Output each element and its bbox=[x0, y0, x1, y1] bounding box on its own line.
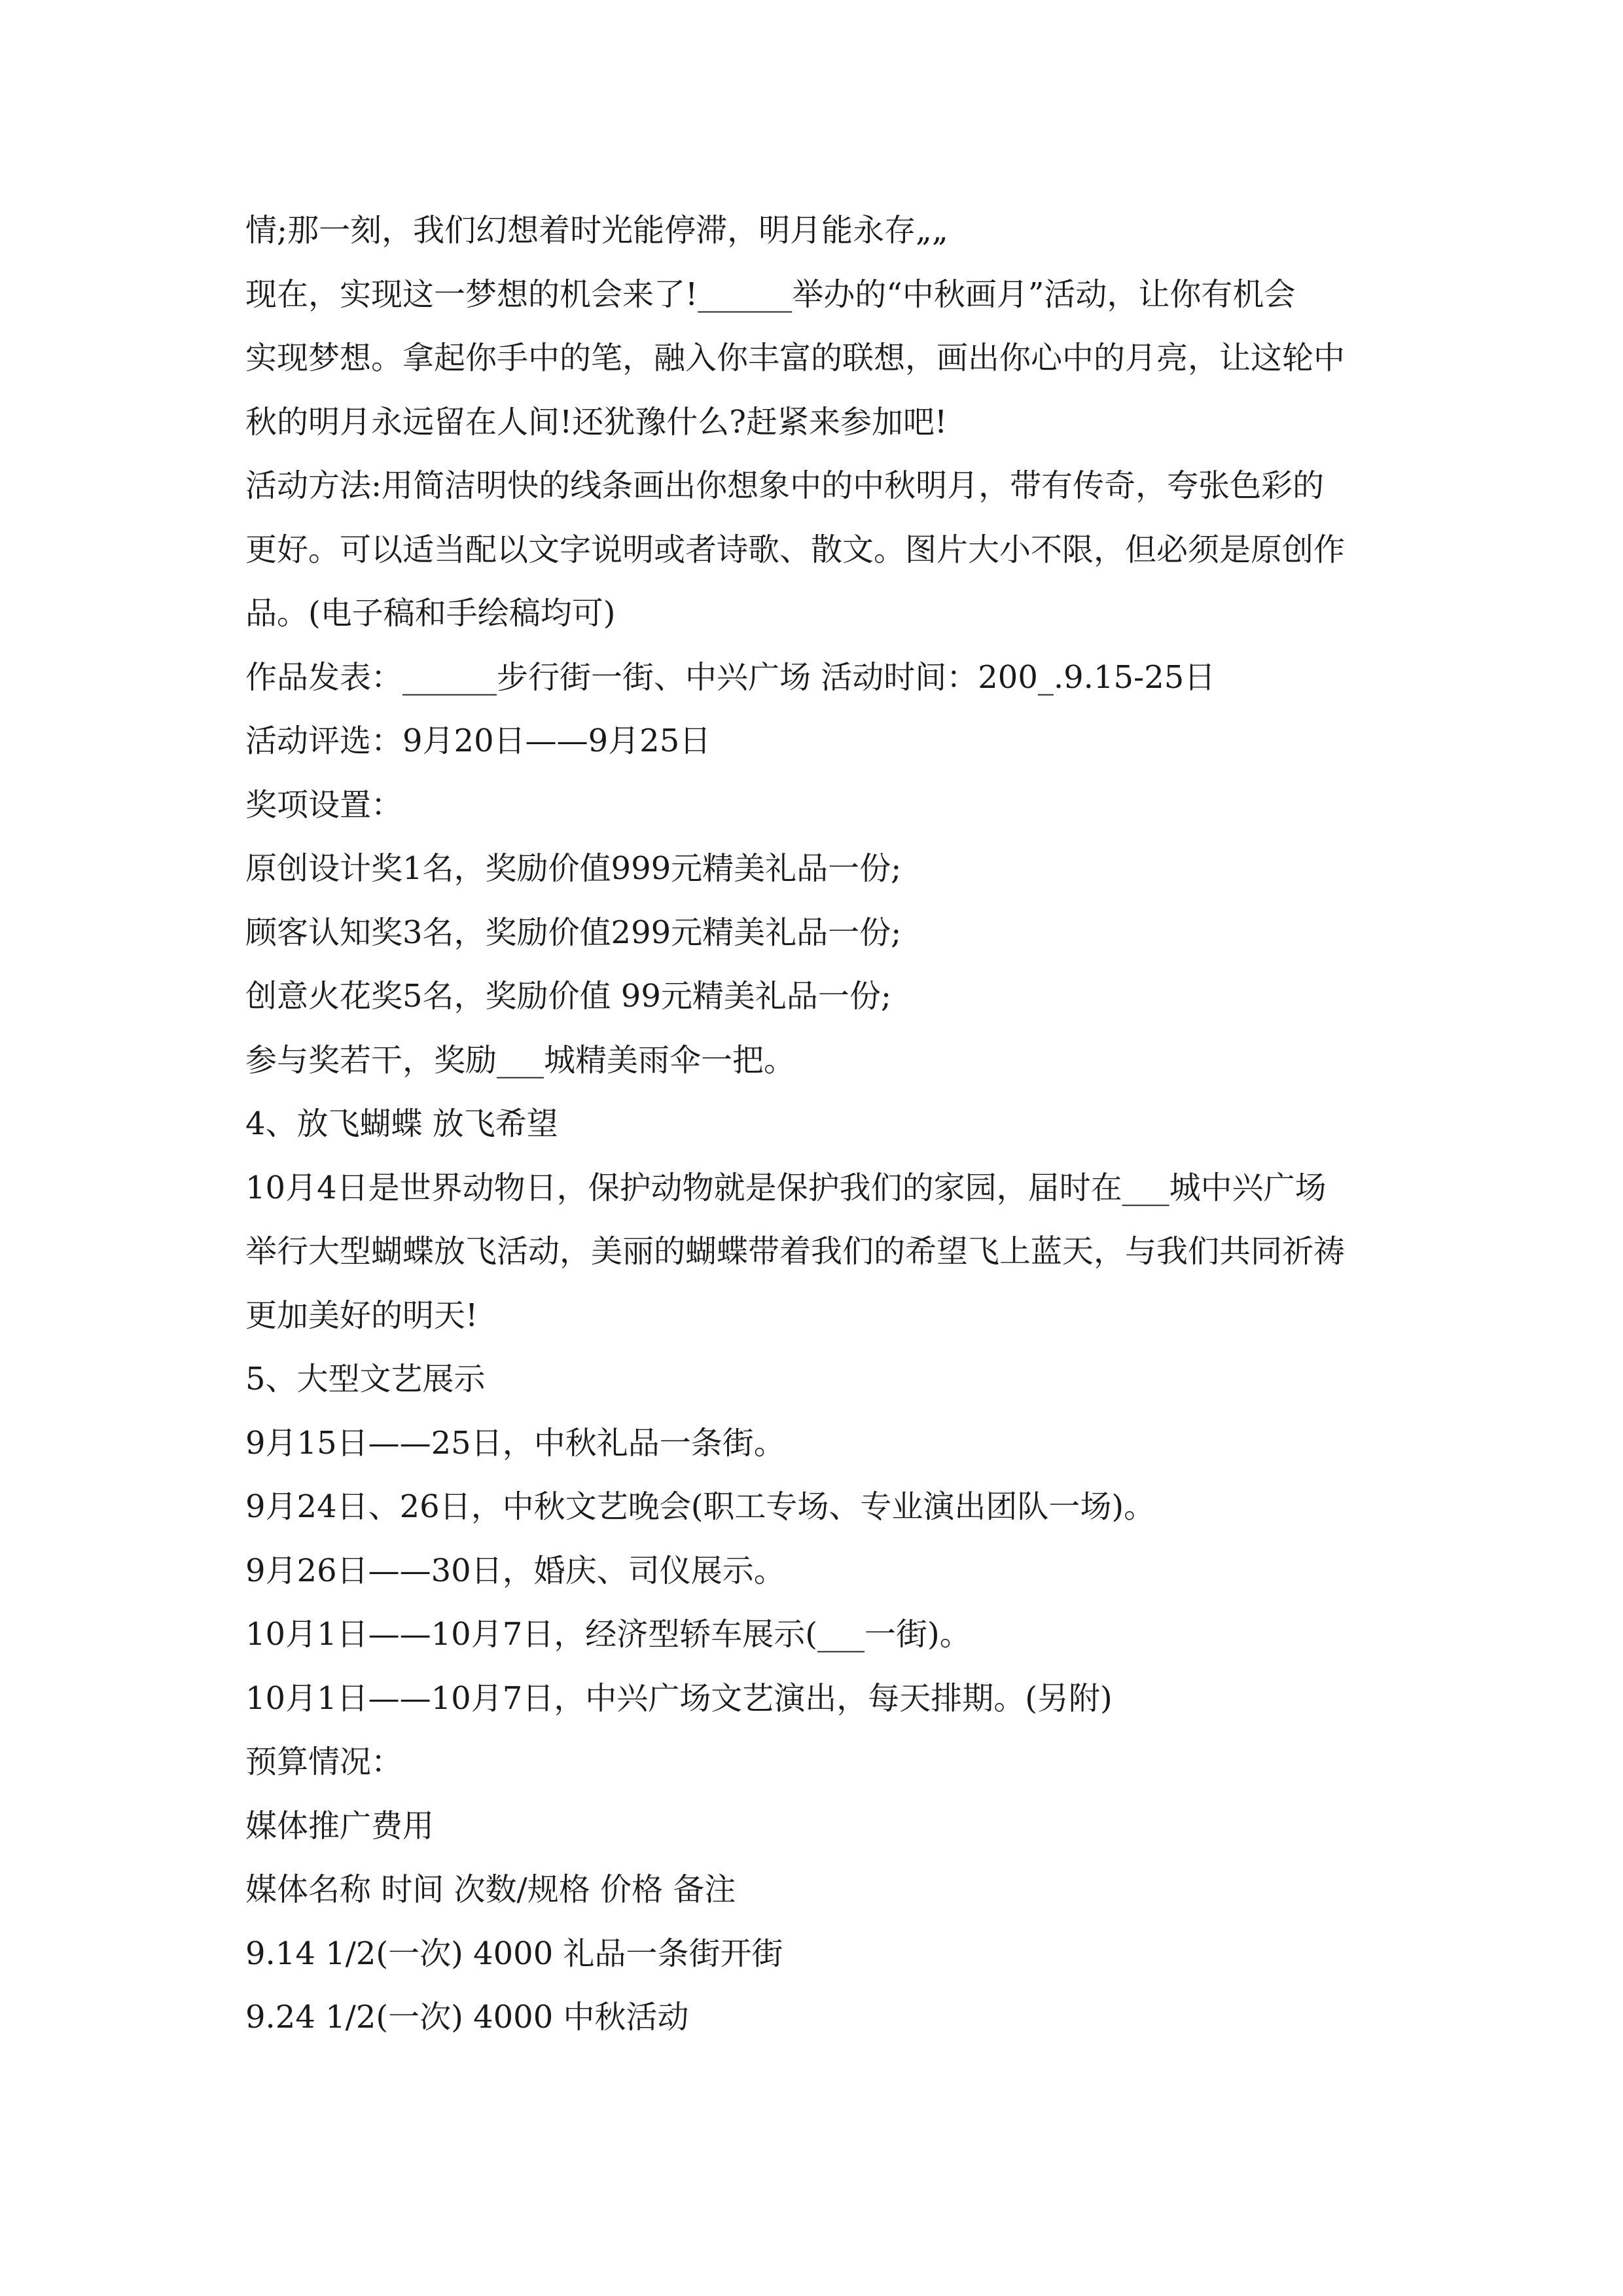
section-heading: 奖项设置： bbox=[245, 786, 403, 823]
section-heading: 4、放飞蝴蝶 放飞希望 bbox=[245, 1105, 558, 1142]
text-line: 9月15日——25日，中秋礼品一条街。 bbox=[245, 1424, 785, 1462]
text-line: 活动评选：9月20日——9月25日 bbox=[245, 723, 711, 759]
text-line: 实现梦想。拿起你手中的笔，融入你丰富的联想，画出你心中的月亮，让这轮中 bbox=[245, 340, 1346, 376]
table-header-line: 媒体名称 时间 次数/规格 价格 备注 bbox=[245, 1871, 736, 1908]
table-row-line: 9.14 1/2(一次) 4000 礼品一条街开街 bbox=[245, 1935, 783, 1972]
text-line: 秋的明月永远留在人间!还犹豫什么?赶紧来参加吧! bbox=[245, 403, 948, 440]
section-heading: 5、大型文艺展示 bbox=[245, 1361, 486, 1397]
table-row-line: 9.24 1/2(一次) 4000 中秋活动 bbox=[245, 1999, 689, 2036]
text-line: 更加美好的明天! bbox=[245, 1297, 478, 1334]
text-line: 9月24日、26日，中秋文艺晚会(职工专场、专业演出团队一场)。 bbox=[245, 1488, 1156, 1525]
text-line: 10月1日——10月7日，经济型轿车展示(___一街)。 bbox=[245, 1616, 971, 1653]
text-line: 9月26日——30日，婚庆、司仪展示。 bbox=[245, 1552, 785, 1589]
document-body bbox=[245, 199, 1384, 2050]
text-line: 创意火花奖5名，奖励价值 99元精美礼品一份; bbox=[245, 978, 892, 1014]
text-line: 情;那一刻，我们幻想着时光能停滞，明月能永存„„ bbox=[245, 212, 948, 249]
text-line: 顾客认知奖3名，奖励价值299元精美礼品一份; bbox=[245, 914, 902, 951]
text-line: 参与奖若干，奖励___城精美雨伞一把。 bbox=[245, 1041, 796, 1079]
section-heading: 预算情况： bbox=[245, 1744, 403, 1780]
text-line: 活动方法:用简洁明快的线条画出你想象中的中秋明月，带有传奇，夸张色彩的 bbox=[245, 467, 1325, 504]
text-line: 更好。可以适当配以文字说明或者诗歌、散文。图片大小不限，但必须是原创作 bbox=[245, 531, 1346, 568]
text-line: 媒体推广费用 bbox=[245, 1807, 435, 1844]
text-line: 原创设计奖1名，奖励价值999元精美礼品一份; bbox=[245, 850, 902, 887]
text-line: 作品发表：______步行街一街、中兴广场 活动时间：200_.9.15-25日 bbox=[245, 658, 1216, 696]
text-line: 10月1日——10月7日，中兴广场文艺演出，每天排期。(另附) bbox=[245, 1679, 1113, 1717]
text-line: 品。(电子稿和手绘稿均可) bbox=[245, 595, 616, 632]
text-line: 举行大型蝴蝶放飞活动，美丽的蝴蝶带着我们的希望飞上蓝天，与我们共同祈祷 bbox=[245, 1233, 1346, 1270]
text-line: 10月4日是世界动物日，保护动物就是保护我们的家园，届时在___城中兴广场 bbox=[245, 1169, 1327, 1206]
text-line: 现在，实现这一梦想的机会来了!______举办的“中秋画月”活动，让你有机会 bbox=[245, 276, 1296, 313]
